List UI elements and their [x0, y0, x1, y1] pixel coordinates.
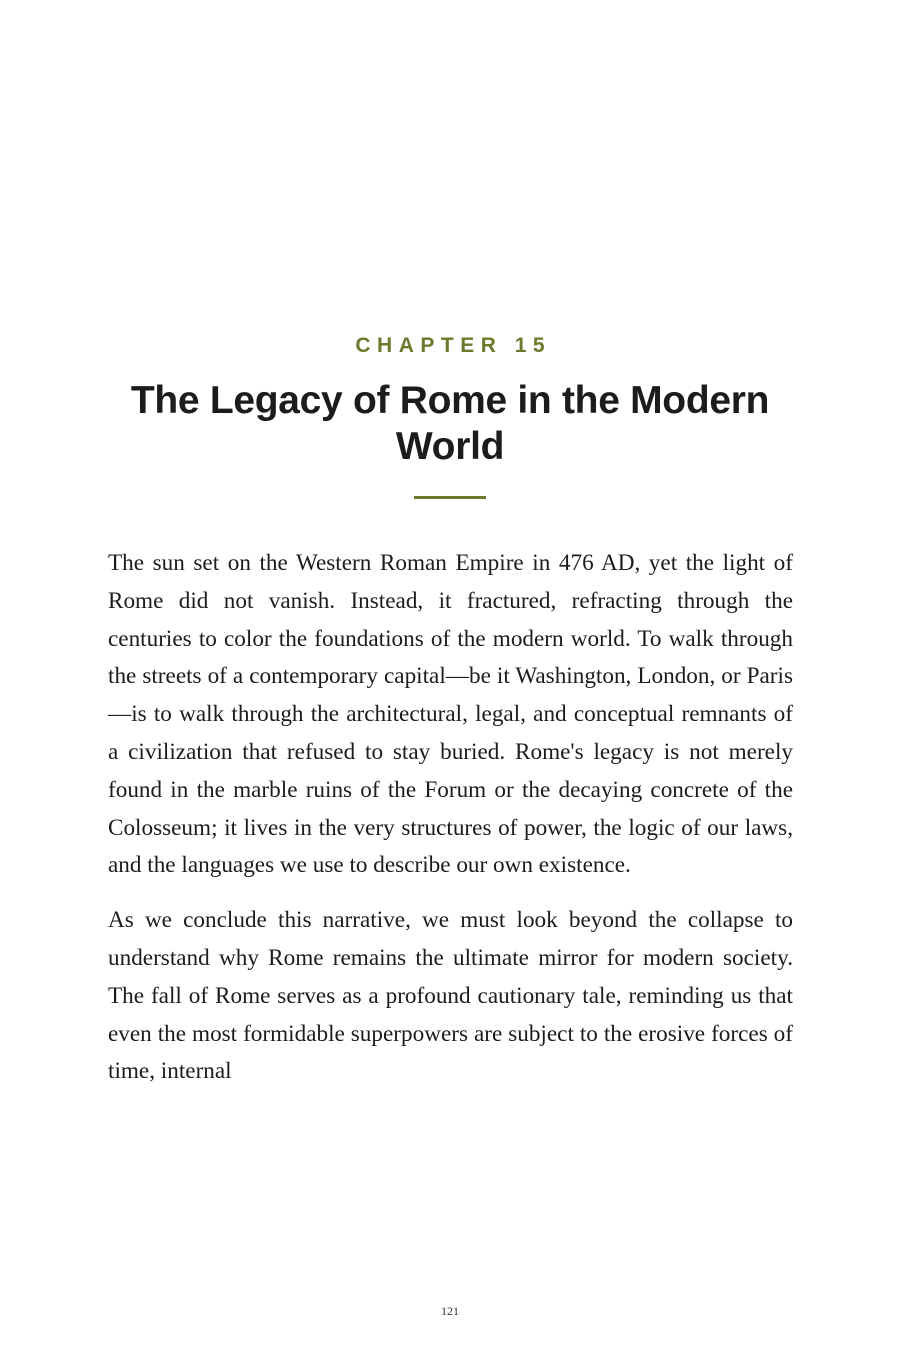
chapter-label: CHAPTER 15	[355, 334, 552, 357]
body-paragraph: The sun set on the Western Roman Empire in 476 AD, yet the light of Rome did not vanish. Instead, it fractured, refracting through the centuries to color the foundations of the modern world. To walk through the streets of a contemporary capital—be it Washington, London, or Paris—is to walk through the architectural, legal, and conceptual remnants of a civilization that refused to stay buried. Rome's legacy is not merely found in the marble ruins of the Forum or the decaying concrete of the Colosseum; it lives in the very structures of power, the logic of our laws, and the languages we use to describe our own existence.	[108, 550, 793, 879]
chapter-body	[108, 545, 793, 1108]
page-number: 121	[441, 1304, 459, 1318]
title-divider	[414, 496, 486, 499]
body-paragraph: As we conclude this narrative, we must look beyond the collapse to understand why Rome remains the ultimate mirror for modern society. The fall of Rome serves as a profound cautionary tale, reminding us that even the most formidable superpowers are subject to the erosive forces of time, internal	[108, 907, 793, 1085]
chapter-title: The Legacy of Rome in the Modern World	[130, 379, 770, 468]
